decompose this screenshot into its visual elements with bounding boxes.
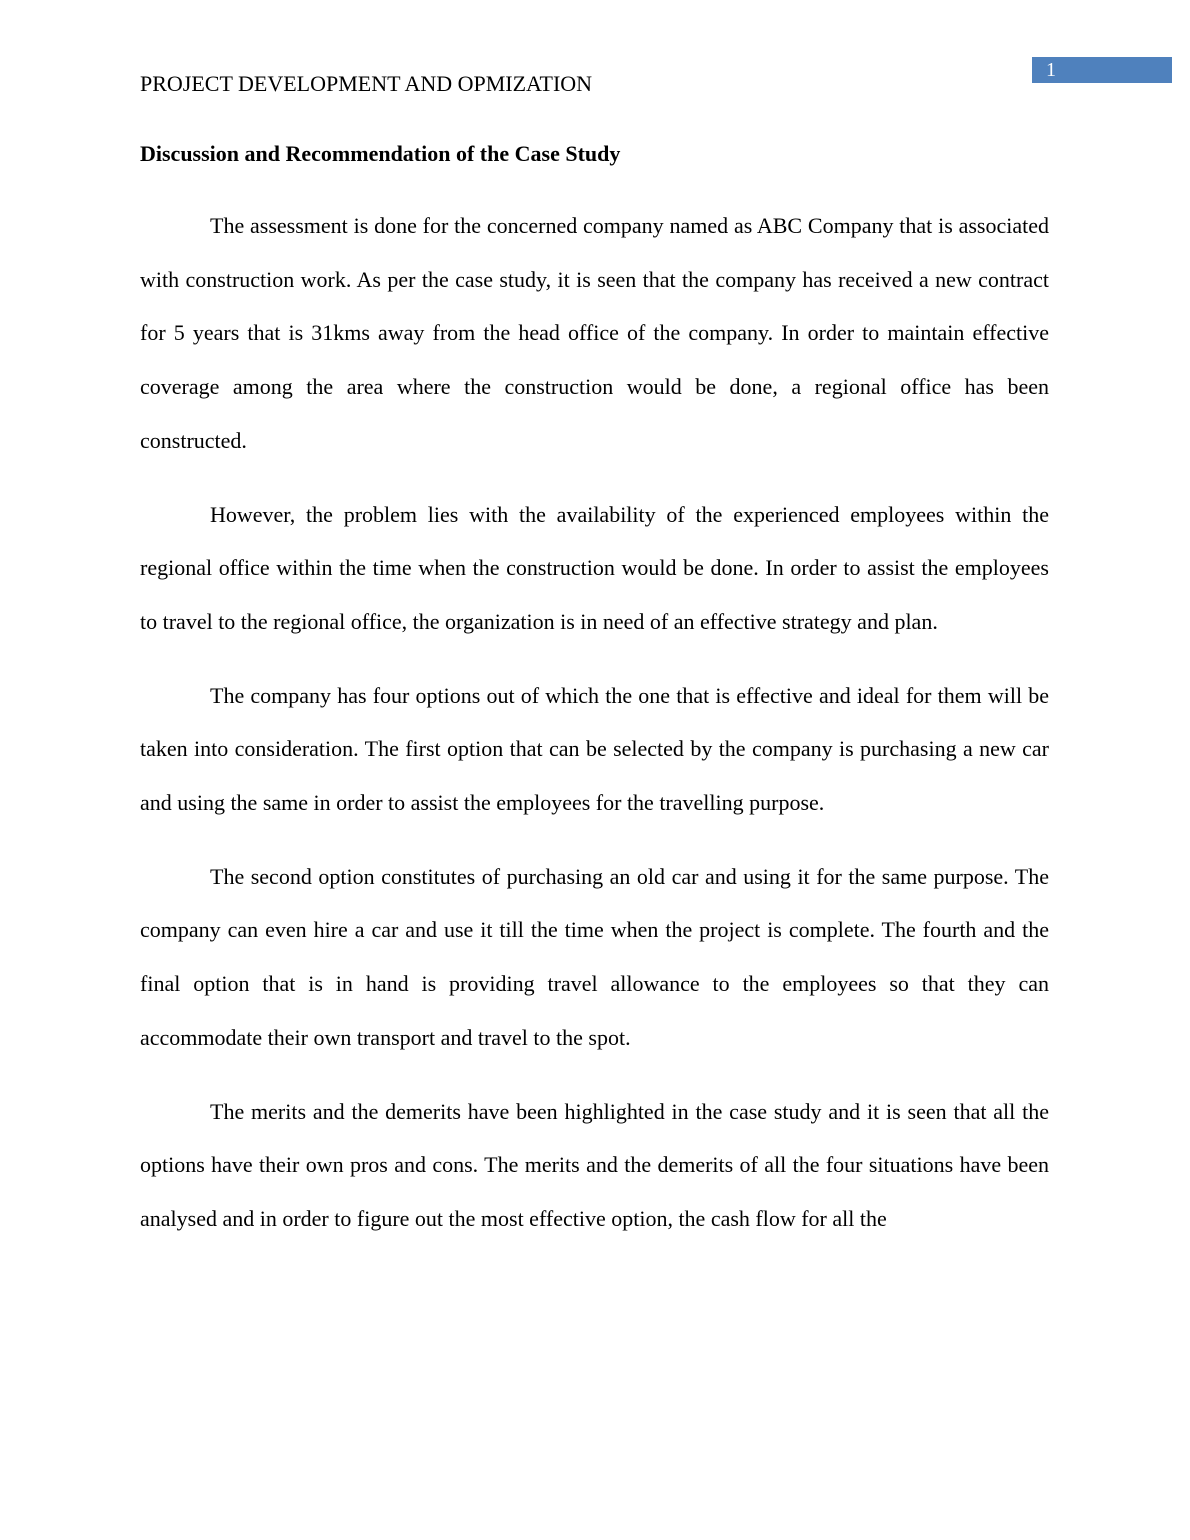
paragraph-1: The assessment is done for the concerned company named as ABC Company that is associated with construction work. As per the case study, it is seen that the company has received a new contract for 5 years that is 31kms away from the head office of the company. In order to maintain effective coverage among the area where the construction would be done, a regional office has been constructed.: [140, 213, 1049, 453]
paragraph-4: The second option constitutes of purchasing an old car and using it for the same purpose. The company can even hire a car and use it till the time when the project is complete. The fourth and the final option that is in hand is providing travel allowance to the employees so that they can accommodate their own transport and travel to the spot.: [140, 863, 1049, 1050]
running-head: PROJECT DEVELOPMENT AND OPMIZATION: [140, 71, 593, 96]
page-number-badge: 1: [1032, 57, 1172, 83]
paragraph-3: The company has four options out of which the one that is effective and ideal for them will be taken into consideration. The first option that can be selected by the company is purchasing a new car and using the same in order to assist the employees for the travelling purpose.: [140, 682, 1049, 816]
paragraph-5: The merits and the demerits have been highlighted in the case study and it is seen that all the options have their own pros and cons. The merits and the demerits of all the four situations have been analysed and in order to figure out the most effective option, the cash flow for all the: [140, 1098, 1049, 1231]
section-heading: Discussion and Recommendation of the Case Study: [140, 141, 621, 166]
body-text: [140, 199, 1049, 1266]
paragraph-2: However, the problem lies with the availability of the experienced employees within the regional office within the time when the construction would be done. In order to assist the employees to travel to the regional office, the organization is in need of an effective strategy and plan.: [140, 501, 1049, 634]
